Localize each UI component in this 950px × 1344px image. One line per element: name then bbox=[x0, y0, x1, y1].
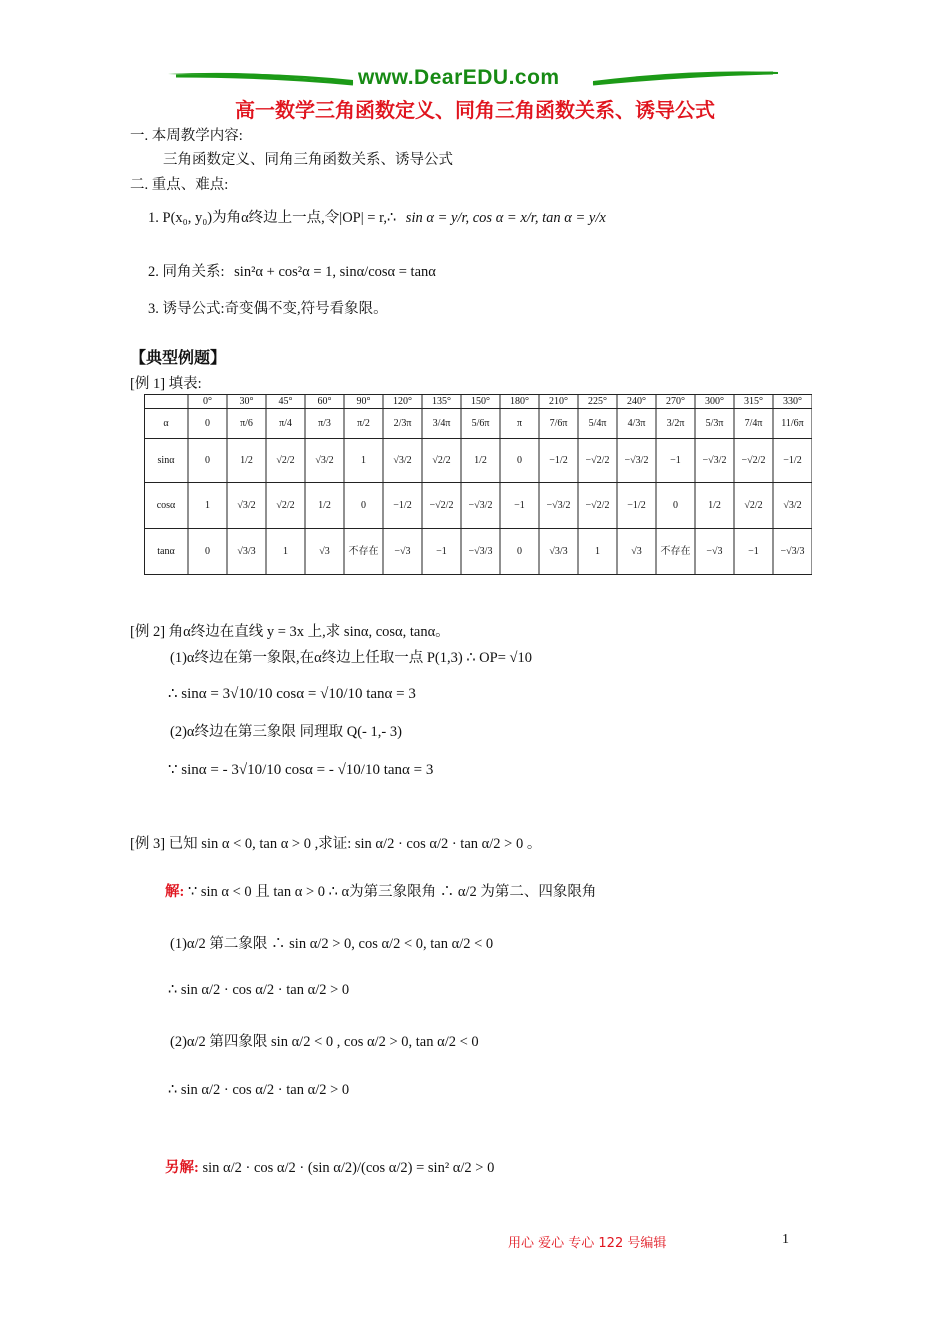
table-header-degree: 60° bbox=[317, 395, 332, 407]
table-cell: −1/2 bbox=[549, 454, 568, 466]
solution-case-2-result: ∴ sin α/2 · cos α/2 · tan α/2 > 0 bbox=[168, 1082, 350, 1098]
example-3-condition: sin α < 0, tan α > 0 bbox=[201, 836, 311, 852]
table-cell: −1/2 bbox=[393, 499, 412, 511]
table-header-degree: 45° bbox=[278, 395, 293, 407]
table-cell: −√3/3 bbox=[780, 545, 805, 557]
table-cell: π/3 bbox=[318, 417, 331, 429]
table-cell: 不存在 bbox=[348, 545, 379, 557]
table-cell: π/4 bbox=[279, 417, 292, 429]
table-cell: √2/2 bbox=[276, 499, 295, 511]
solution-case-1: (1)α/2 第二象限 ∴ sin α/2 > 0, cos α/2 < 0, tan α/2 < 0 bbox=[170, 936, 494, 952]
table-cell: √3 bbox=[319, 545, 330, 557]
table-cell: 0 bbox=[517, 454, 522, 466]
table-header-degree: 270° bbox=[666, 395, 685, 407]
table-cell: 不存在 bbox=[660, 545, 691, 557]
table-cell: 0 bbox=[517, 545, 522, 557]
identity-formula: sin²α + cos²α = 1, sinα/cosα = tanα bbox=[234, 264, 436, 280]
table-cell: √3/3 bbox=[549, 545, 568, 557]
table-header-degree: 240° bbox=[627, 395, 646, 407]
table-cell: 5/3π bbox=[705, 417, 724, 429]
example-2-case-1-result: ∴ sinα = 3√10/10 cosα = √10/10 tanα = 3 bbox=[168, 686, 416, 702]
section-1-text: 三角函数定义、同角三角函数关系、诱导公式 bbox=[163, 152, 453, 168]
table-cell: 1/2 bbox=[240, 454, 253, 466]
example-2-case-2: (2)α终边在第三象限 同理取 Q(- 1,- 3) bbox=[170, 724, 402, 740]
table-cell: 1 bbox=[595, 545, 600, 557]
example-2-case-1: (1)α终边在第一象限,在α终边上任取一点 P(1,3) ∴ OP= √10 bbox=[170, 650, 532, 666]
table-row-label: tanα bbox=[157, 545, 175, 557]
table-cell: −1 bbox=[514, 499, 525, 511]
table-cell: −1/2 bbox=[783, 454, 802, 466]
example-3-goal: sin α/2 · cos α/2 · tan α/2 > 0 。 bbox=[354, 836, 542, 852]
identity-line bbox=[148, 260, 436, 281]
alternate-solution bbox=[165, 1156, 494, 1177]
table-cell: 4/3π bbox=[627, 417, 646, 429]
table-header-degree: 120° bbox=[393, 395, 412, 407]
point-definition-text: 1. P(x₀, y₀)为角α终边上一点,令|OP| = r,∴ bbox=[148, 210, 397, 226]
table-row-label: cosα bbox=[156, 499, 176, 511]
table-cell: −√3/2 bbox=[546, 499, 571, 511]
table-cell: √3 bbox=[631, 545, 642, 557]
table-cell: −√2/2 bbox=[585, 454, 610, 466]
table-cell: √3/2 bbox=[315, 454, 334, 466]
table-cell: −√2/2 bbox=[585, 499, 610, 511]
solution-case-1-result: ∴ sin α/2 · cos α/2 · tan α/2 > 0 bbox=[168, 982, 350, 998]
table-cell: π/2 bbox=[357, 417, 370, 429]
table-cell: 1 bbox=[283, 545, 288, 557]
page-title: 高一数学三角函数定义、同角三角函数关系、诱导公式 bbox=[235, 98, 715, 122]
table-row-label: sinα bbox=[157, 454, 175, 466]
alternate-solution-label: 另解: bbox=[165, 1160, 199, 1176]
table-cell: √2/2 bbox=[432, 454, 451, 466]
table-header-degree: 225° bbox=[588, 395, 607, 407]
table-cell: 0 bbox=[361, 499, 366, 511]
example-3-prefix: [例 3] 已知 bbox=[130, 836, 198, 852]
example-3-mid: ,求证: bbox=[314, 836, 352, 852]
table-cell: 3/4π bbox=[432, 417, 451, 429]
table-cell: −√3/2 bbox=[468, 499, 493, 511]
table-row-label: α bbox=[163, 417, 169, 429]
point-definition bbox=[148, 206, 606, 227]
table-header-degree: 315° bbox=[744, 395, 763, 407]
example-1-label: [例 1] 填表: bbox=[130, 376, 202, 392]
table-header-degree: 90° bbox=[356, 395, 371, 407]
table-header-degree: 135° bbox=[432, 395, 451, 407]
table-cell: −√3 bbox=[394, 545, 411, 557]
table-header-degree: 180° bbox=[510, 395, 529, 407]
table-cell: 0 bbox=[673, 499, 678, 511]
page-number: 1 bbox=[782, 1232, 789, 1247]
table-cell: √3/2 bbox=[393, 454, 412, 466]
table-cell: −√3/2 bbox=[702, 454, 727, 466]
section-2-heading: 二. 重点、难点: bbox=[130, 177, 229, 193]
induction-formula: 3. 诱导公式:奇变偶不变,符号看象限。 bbox=[148, 301, 388, 317]
table-cell: π/6 bbox=[240, 417, 253, 429]
footer-text: 用心 爱心 专心 122 号编辑 bbox=[508, 1236, 667, 1251]
table-cell: 1/2 bbox=[474, 454, 487, 466]
table-header-degree: 210° bbox=[549, 395, 568, 407]
table-cell: 2/3π bbox=[393, 417, 412, 429]
example-2-question: [例 2] 角α终边在直线 y = 3x 上,求 sinα, cosα, tanα。 bbox=[130, 624, 450, 640]
alternate-solution-formula: sin α/2 · cos α/2 · (sin α/2)/(cos α/2) = sin² α/2 > 0 bbox=[202, 1160, 495, 1176]
table-cell: 11/6π bbox=[781, 417, 804, 429]
brand-logo-text: www.DearEDU.com bbox=[358, 66, 560, 89]
solution-line bbox=[165, 880, 596, 901]
table-cell: √3/2 bbox=[783, 499, 802, 511]
table-header-degree: 150° bbox=[471, 395, 490, 407]
table-cell: 0 bbox=[205, 417, 210, 429]
solution-text: ∵ sin α < 0 且 tan α > 0 ∴ α为第三象限角 ∴ α/2 为第二、四象限角 bbox=[187, 884, 597, 900]
table-header-degree: 30° bbox=[239, 395, 254, 407]
section-1-heading: 一. 本周教学内容: bbox=[130, 128, 243, 144]
table-cell: −√2/2 bbox=[429, 499, 454, 511]
table-cell: 1 bbox=[205, 499, 210, 511]
table-cell: π bbox=[516, 417, 523, 429]
table-cell: √2/2 bbox=[744, 499, 763, 511]
examples-heading: 【典型例题】 bbox=[130, 350, 227, 367]
table-cell: 1/2 bbox=[708, 499, 721, 511]
table-header-degree: 300° bbox=[705, 395, 724, 407]
table-cell: √2/2 bbox=[276, 454, 295, 466]
table-cell: 0 bbox=[205, 545, 210, 557]
table-cell: −√3 bbox=[706, 545, 723, 557]
table-cell: −1 bbox=[436, 545, 447, 557]
table-cell: −1 bbox=[748, 545, 759, 557]
table-cell: −√2/2 bbox=[741, 454, 766, 466]
table-cell: −1/2 bbox=[627, 499, 646, 511]
table-cell: √3/2 bbox=[237, 499, 256, 511]
table-cell: 7/4π bbox=[744, 417, 763, 429]
table-cell: −√3/2 bbox=[624, 454, 649, 466]
identity-label: 2. 同角关系: bbox=[148, 264, 225, 280]
table-cell: −1 bbox=[670, 454, 681, 466]
solution-label: 解: bbox=[165, 884, 185, 900]
example-2-case-2-result: ∵ sinα = - 3√10/10 cosα = - √10/10 tanα = 3 bbox=[168, 762, 434, 778]
table-header-degree: 0° bbox=[203, 395, 212, 407]
table-header-degree: 330° bbox=[783, 395, 802, 407]
table-cell: 0 bbox=[205, 454, 210, 466]
table-cell: −√3/3 bbox=[468, 545, 493, 557]
table-cell: 3/2π bbox=[666, 417, 685, 429]
table-cell: √3/3 bbox=[237, 545, 256, 557]
table-cell: 7/6π bbox=[549, 417, 568, 429]
solution-case-2: (2)α/2 第四象限 sin α/2 < 0 , cos α/2 > 0, tan α/2 < 0 bbox=[170, 1034, 479, 1050]
table-cell: 1/2 bbox=[318, 499, 331, 511]
table-cell: 5/4π bbox=[588, 417, 607, 429]
trig-definition-formula: sin α = y/r, cos α = x/r, tan α = y/x bbox=[405, 210, 606, 226]
table-cell: 1 bbox=[361, 454, 366, 466]
example-3-question bbox=[130, 832, 541, 853]
table-cell: 5/6π bbox=[471, 417, 490, 429]
